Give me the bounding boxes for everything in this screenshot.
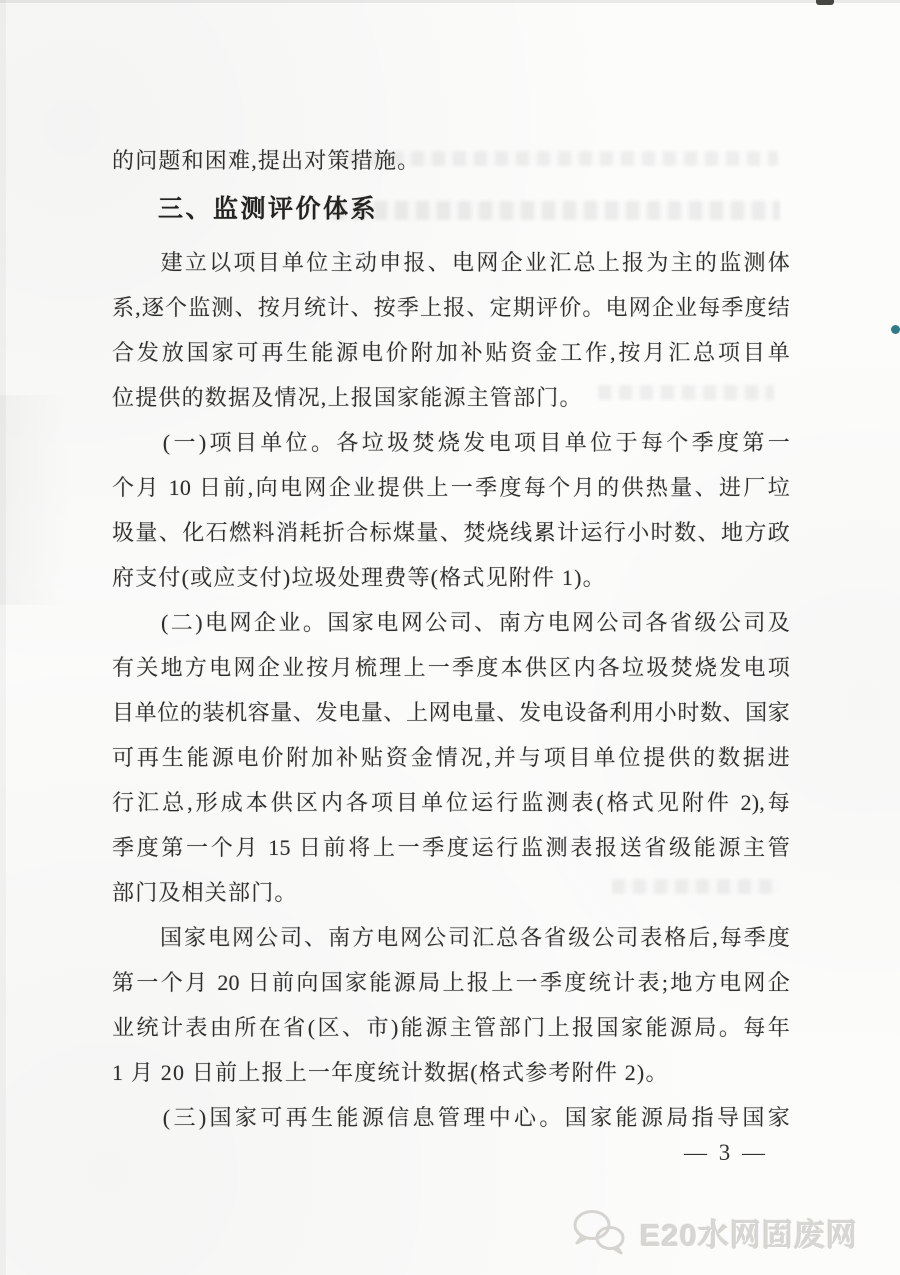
text-line: 位提供的数据及情况,上报国家能源主管部门。	[112, 385, 583, 410]
text-line: 合发放国家可再生能源电价附加补贴资金工作,按月汇总项目单	[112, 340, 790, 365]
watermark	[570, 1208, 858, 1256]
text-line: 可再生能源电价附加补贴资金情况,并与项目单位提供的数据进	[112, 745, 790, 770]
text-line: 圾量、化石燃料消耗折合标煤量、焚烧线累计运行小时数、地方政	[112, 520, 790, 545]
text-line: 建立以项目单位主动申报、电网企业汇总上报为主的监测体	[112, 250, 790, 275]
text-line: 国家电网公司、南方电网公司汇总各省级公司表格后,每季度	[112, 925, 790, 950]
scan-edge-dot	[891, 325, 900, 334]
wechat-icon	[570, 1208, 628, 1256]
text-line: 目单位的装机容量、发电量、上网电量、发电设备利用小时数、国家	[112, 700, 790, 725]
text-line: (二)电网企业。国家电网公司、南方电网公司各省级公司及	[112, 610, 790, 635]
text-line: (三)国家可再生能源信息管理中心。国家能源局指导国家	[112, 1105, 790, 1130]
text-line: 业统计表由所在省(区、市)能源主管部门上报国家能源局。每年	[112, 1015, 790, 1040]
page-number: — 3 —	[684, 1140, 768, 1165]
text-line: 有关地方电网企业按月梳理上一季度本供区内各垃圾焚烧发电项	[112, 655, 790, 680]
text-line: 的问题和困难,提出对策措施。	[112, 148, 421, 173]
watermark-text: E20水网固废网	[639, 1217, 858, 1253]
section-heading: 三、监测评价体系	[158, 195, 379, 223]
scan-edge-line	[0, 0, 900, 3]
document-text-block	[112, 138, 790, 1140]
text-line: 部门及相关部门。	[112, 880, 298, 905]
text-line: 府支付(或应支付)垃圾处理费等(格式见附件 1)。	[112, 565, 606, 590]
scan-fold-shadow	[0, 395, 100, 605]
scan-edge-nick	[816, 0, 834, 5]
text-line: 第一个月 20 日前向国家能源局上报上一季度统计表;地方电网企	[112, 970, 790, 995]
text-line: 1 月 20 日前上报上一年度统计数据(格式参考附件 2)。	[112, 1060, 669, 1085]
text-line: 个月 10 日前,向电网企业提供上一季度每个月的供热量、进厂垃	[112, 475, 790, 500]
text-line: 行汇总,形成本供区内各项目单位运行监测表(格式见附件 2),每	[112, 790, 790, 815]
text-line: 系,逐个监测、按月统计、按季上报、定期评价。电网企业每季度结	[112, 295, 790, 320]
text-line: 季度第一个月 15 日前将上一季度运行监测表报送省级能源主管	[112, 835, 790, 860]
text-line: (一)项目单位。各垃圾焚烧发电项目单位于每个季度第一	[112, 430, 790, 455]
